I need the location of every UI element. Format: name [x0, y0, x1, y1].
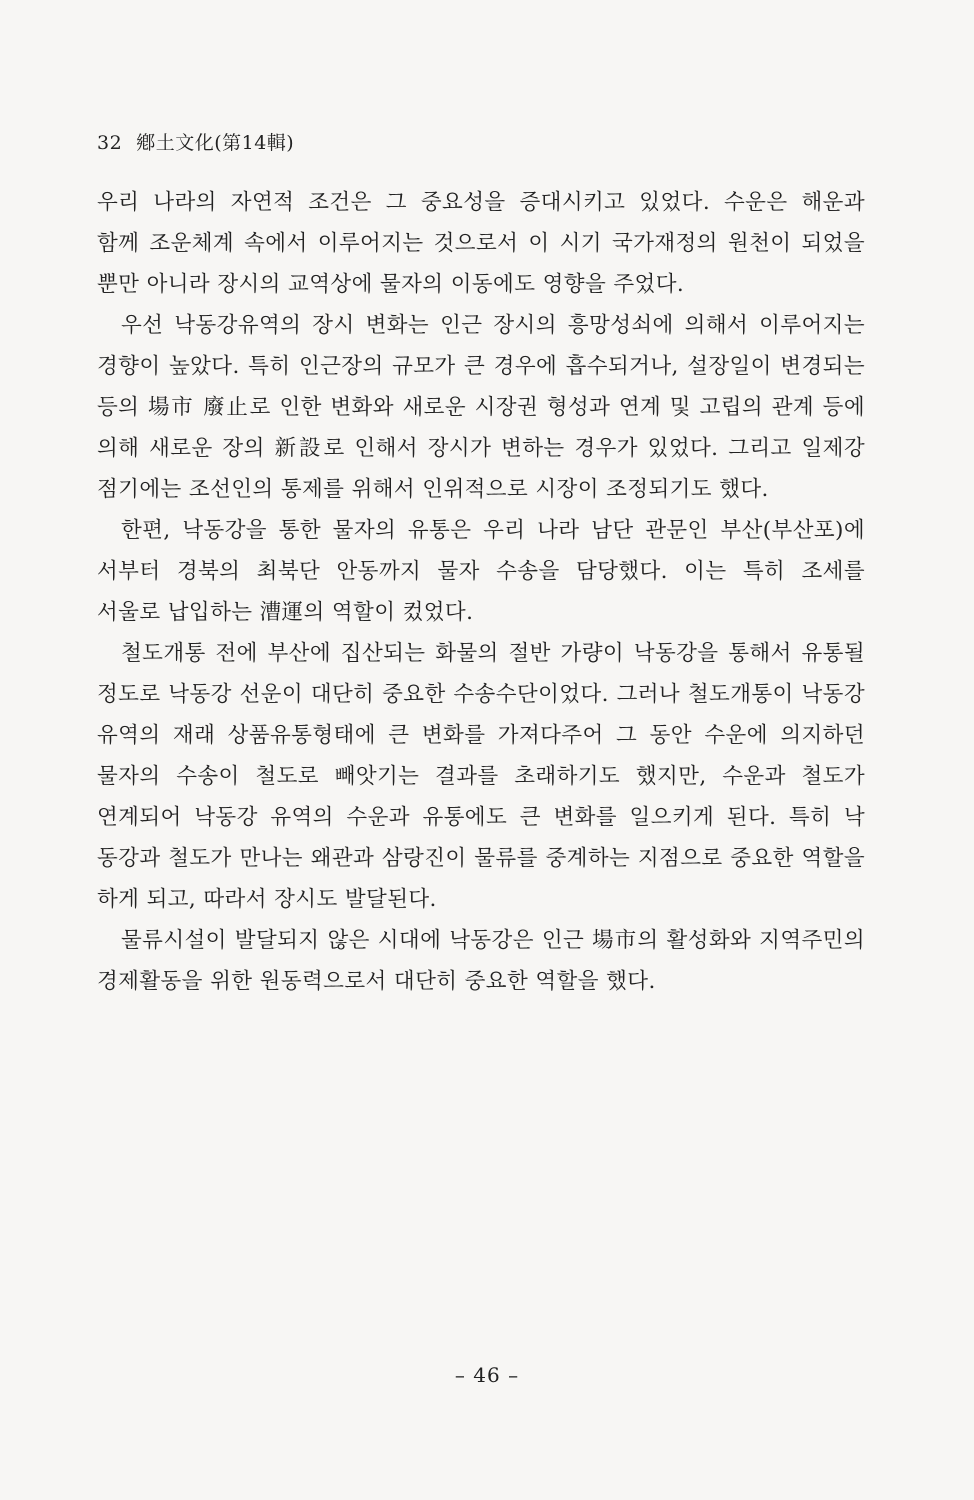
paragraph-2-line-5: 점기에는 조선인의 통제를 위해서 인위적으로 시장이 조정되기도 했다. — [97, 477, 769, 502]
paragraph-2-line-3: 등의 場市 廢止로 인한 변화와 새로운 시장권 형성과 연계 및 고립의 관계 등에 — [97, 395, 865, 420]
paragraph-1-line-2: 함께 조운체계 속에서 이루어지는 것으로서 이 시기 국가재정의 원천이 되었을 — [97, 231, 865, 256]
paragraph-1-line-3: 뿐만 아니라 장시의 교역상에 물자의 이동에도 영향을 주었다. — [97, 272, 685, 297]
body-text — [97, 182, 865, 1002]
paragraph-4-line-7: 하게 되고, 따라서 장시도 발달된다. — [97, 887, 437, 912]
paragraph-4-line-5: 연계되어 낙동강 유역의 수운과 유통에도 큰 변화를 일으키게 된다. 특히 낙 — [97, 805, 865, 830]
paragraph-4-line-1: 철도개통 전에 부산에 집산되는 화물의 절반 가량이 낙동강을 통해서 유통될 — [121, 641, 865, 666]
header-page-number: 32 — [97, 132, 123, 154]
paragraph-4-line-6: 동강과 철도가 만나는 왜관과 삼랑진이 물류를 중계하는 지점으로 중요한 역할을 — [97, 846, 865, 871]
paragraph-2-line-1: 우선 낙동강유역의 장시 변화는 인근 장시의 흥망성쇠에 의해서 이루어지는 — [121, 313, 865, 338]
paragraph-1-line-1: 우리 나라의 자연적 조건은 그 중요성을 증대시키고 있었다. 수운은 해운과 — [97, 190, 865, 215]
paragraph-4-line-4: 물자의 수송이 철도로 빼앗기는 결과를 초래하기도 했지만, 수운과 철도가 — [97, 764, 865, 789]
running-header — [97, 128, 294, 155]
paragraph-4-line-2: 정도로 낙동강 선운이 대단히 중요한 수송수단이었다. 그러나 철도개통이 낙동강 — [97, 682, 865, 707]
paragraph-2-line-4: 의해 새로운 장의 新設로 인해서 장시가 변하는 경우가 있었다. 그리고 일제강 — [97, 436, 865, 461]
paragraph-2-line-2: 경향이 높았다. 특히 인근장의 규모가 큰 경우에 흡수되거나, 설장일이 변경되는 — [97, 354, 865, 379]
paragraph-5-line-1: 물류시설이 발달되지 않은 시대에 낙동강은 인근 場市의 활성화와 지역주민의 — [121, 928, 865, 953]
paragraph-3-line-1: 한편, 낙동강을 통한 물자의 유통은 우리 나라 남단 관문인 부산(부산포)에 — [121, 518, 865, 543]
page-footer-number: – 46 – — [454, 1363, 520, 1387]
header-book-title: 鄕土文化(第14輯) — [136, 132, 295, 154]
paragraph-4-line-3: 유역의 재래 상품유통형태에 큰 변화를 가져다주어 그 동안 수운에 의지하던 — [97, 723, 865, 748]
paragraph-3-line-3: 서울로 납입하는 漕運의 역할이 컸었다. — [97, 600, 474, 625]
paragraph-5-line-2: 경제활동을 위한 원동력으로서 대단히 중요한 역할을 했다. — [97, 969, 656, 994]
paragraph-3-line-2: 서부터 경북의 최북단 안동까지 물자 수송을 담당했다. 이는 특히 조세를 — [97, 559, 865, 584]
